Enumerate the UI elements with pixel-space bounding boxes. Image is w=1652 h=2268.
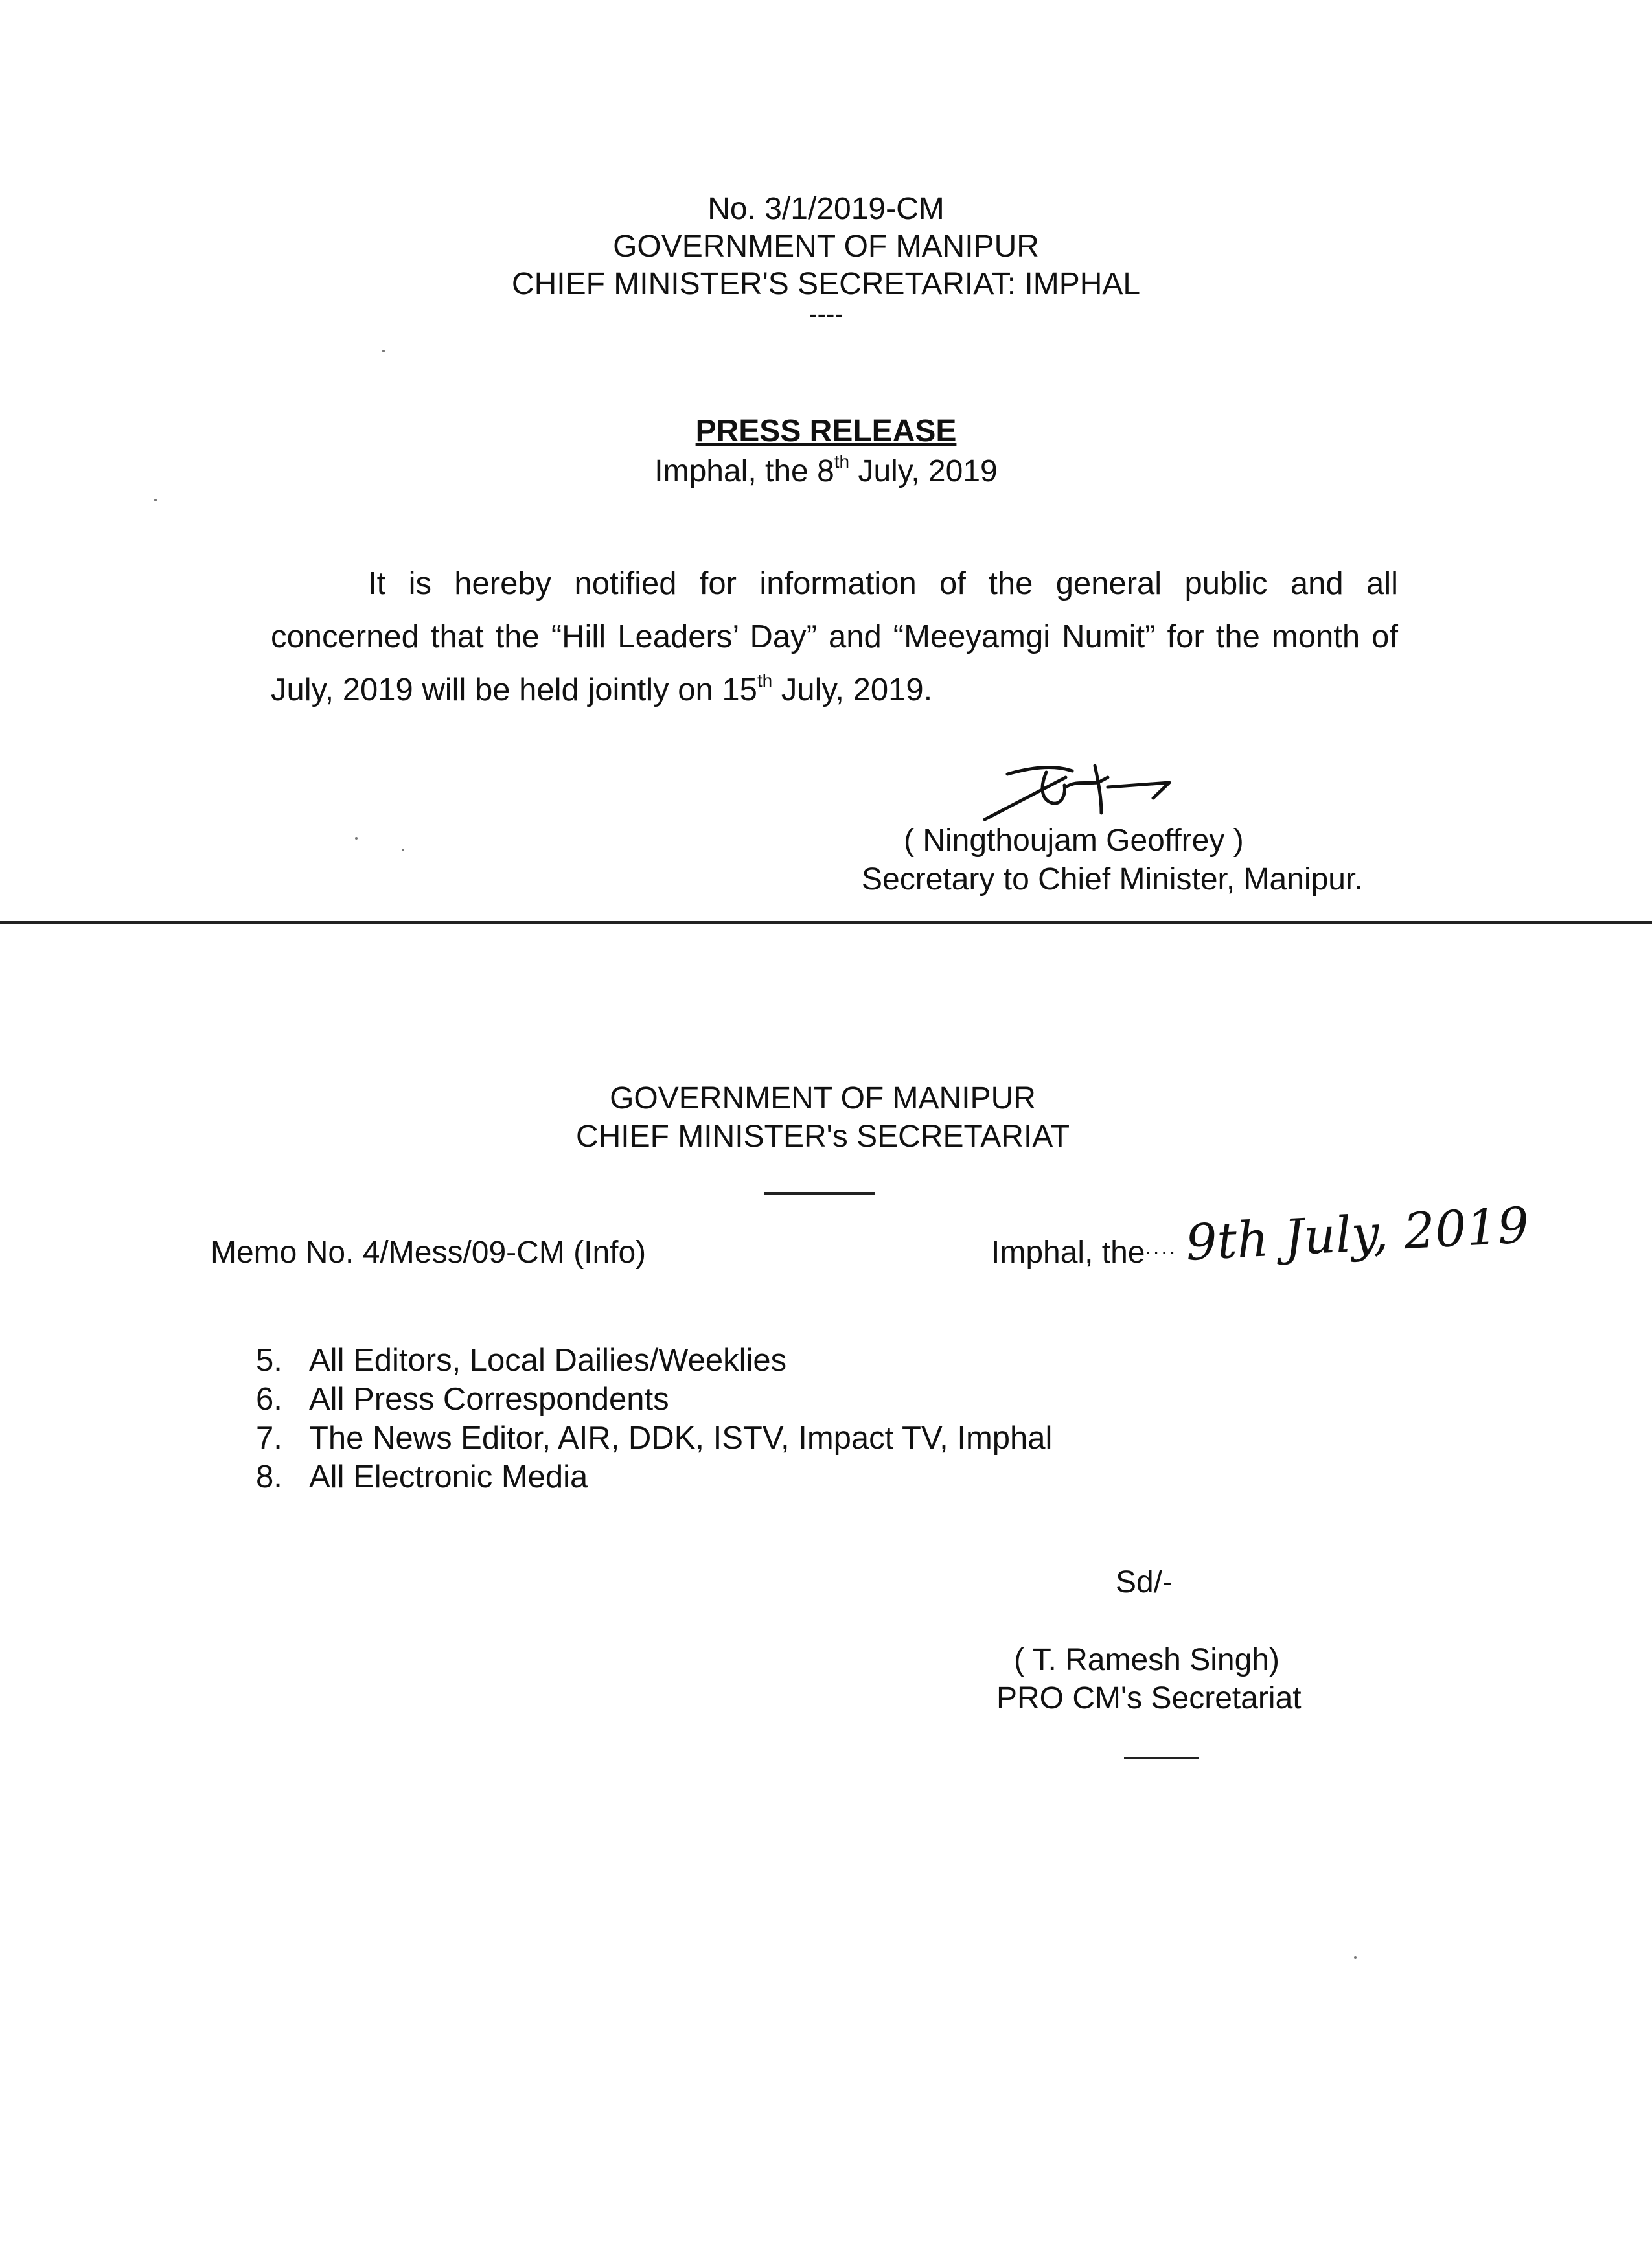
press-release-date: Imphal, the 8th July, 2019 xyxy=(654,452,998,488)
press-release-title: PRESS RELEASE xyxy=(695,414,957,448)
memo-divider xyxy=(764,1192,875,1195)
government-heading: GOVERNMENT OF MANIPUR xyxy=(613,229,1039,264)
signed-mark: Sd/- xyxy=(1116,1565,1173,1599)
reference-number: No. 3/1/2019-CM xyxy=(707,192,945,226)
signatory-2-designation: PRO CM's Secretariat xyxy=(996,1681,1302,1715)
scan-speck xyxy=(1354,1956,1357,1959)
memo-secretariat-heading: CHIEF MINISTER's SECRETARIAT xyxy=(575,1119,1070,1154)
signature-1 xyxy=(969,751,1189,829)
memo-date-handwritten: 9th July, 2019 xyxy=(1184,1196,1531,1272)
list-item: 8. All Electronic Media xyxy=(256,1460,588,1495)
list-item: 6. All Press Correspondents xyxy=(256,1382,669,1417)
memo-government-heading: GOVERNMENT OF MANIPUR xyxy=(610,1081,1036,1116)
memo-date-label: Imphal, the .... xyxy=(991,1235,1178,1270)
scan-speck xyxy=(382,350,385,352)
signatory-2-name: ( T. Ramesh Singh) xyxy=(1014,1643,1279,1677)
memo-number: Memo No. 4/Mess/09-CM (Info) xyxy=(211,1235,647,1270)
section-separator xyxy=(0,921,1652,924)
scan-speck xyxy=(402,849,404,851)
list-item: 5. All Editors, Local Dailies/Weeklies xyxy=(256,1343,787,1378)
closing-divider xyxy=(1124,1757,1199,1759)
header-divider: ---- xyxy=(809,300,843,328)
list-item: 7. The News Editor, AIR, DDK, ISTV, Impact TV, Imphal xyxy=(256,1421,1053,1456)
signatory-1-designation: Secretary to Chief Minister, Manipur. xyxy=(862,862,1363,897)
scan-speck xyxy=(154,499,157,501)
recipient-list xyxy=(256,1341,1052,1496)
press-release-body: It is hereby notified for information of the general public and all concerned that the “Hill Leaders’ Day” and “Meeyamgi Numit” for the month of July, 2019 will be held jointly on 15th July, 2019. xyxy=(271,566,1398,707)
scan-speck xyxy=(355,837,358,840)
secretariat-heading: CHIEF MINISTER'S SECRETARIAT: IMPHAL xyxy=(511,267,1141,301)
signatory-1-name: ( Ningthoujam Geoffrey ) xyxy=(904,823,1244,858)
